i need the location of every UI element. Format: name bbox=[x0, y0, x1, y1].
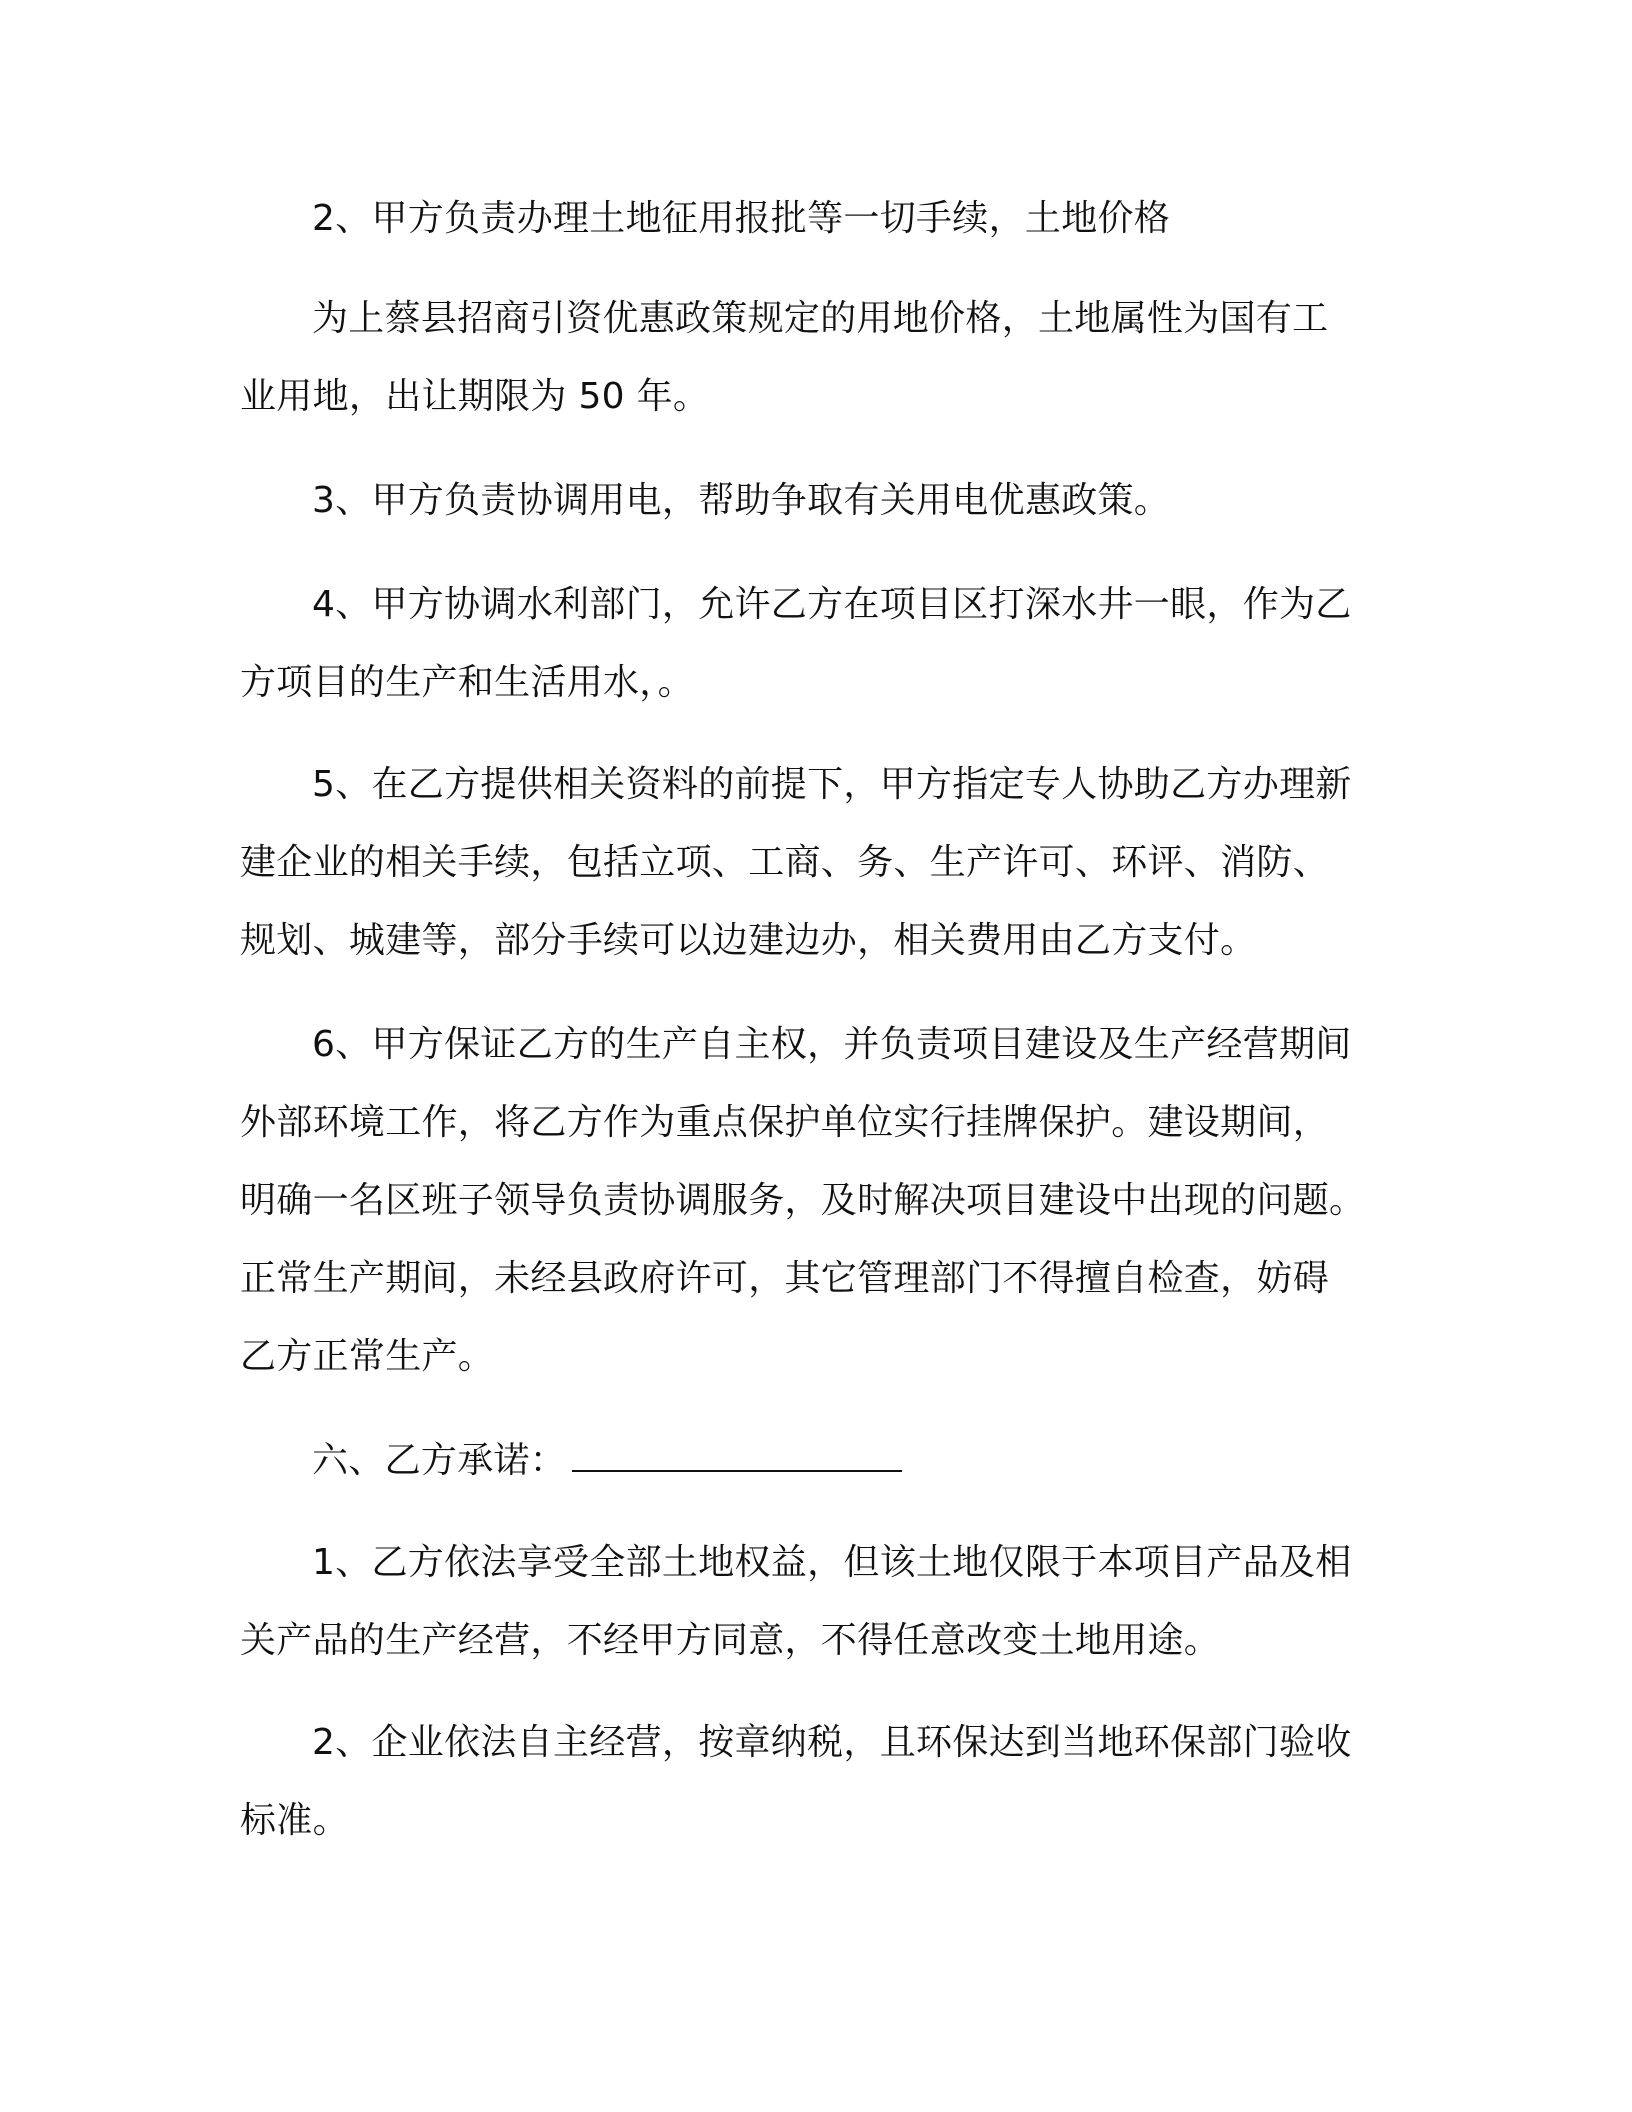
promise-2-line-2: 标准。 bbox=[240, 1800, 349, 1841]
paragraph-5-line-2: 建企业的相关手续，包括立项、工商、务、生产许可、环评、消防、 bbox=[240, 842, 1330, 883]
promise-2-line-1: 2、企业依法自主经营，按章纳税，且环保达到当地环保部门验收 bbox=[312, 1722, 1352, 1763]
promise-1-line-1: 1、乙方依法享受全部土地权益，但该土地仅限于本项目产品及相 bbox=[312, 1542, 1352, 1583]
paragraph-6-line-4: 正常生产期间，未经县政府许可，其它管理部门不得擅自检查，妨碍 bbox=[240, 1258, 1330, 1299]
fill-in-blank bbox=[572, 1436, 902, 1472]
paragraph-2-line-1: 2、甲方负责办理土地征用报批等一切手续，土地价格 bbox=[312, 198, 1171, 239]
paragraph-6-line-3: 明确一名区班子领导负责协调服务，及时解决项目建设中出现的问题。 bbox=[240, 1180, 1366, 1221]
paragraph-6-line-2: 外部环境工作，将乙方作为重点保护单位实行挂牌保护。建设期间， bbox=[240, 1102, 1330, 1143]
paragraph-6-line-5: 乙方正常生产。 bbox=[240, 1336, 495, 1377]
paragraph-6-line-1: 6、甲方保证乙方的生产自主权，并负责项目建设及生产经营期间 bbox=[312, 1024, 1352, 1065]
paragraph-4-line-1: 4、甲方协调水利部门，允许乙方在项目区打深水井一眼，作为乙 bbox=[312, 584, 1352, 625]
paragraph-2b-line-2: 业用地，出让期限为 50 年。 bbox=[240, 376, 710, 417]
paragraph-5-line-1: 5、在乙方提供相关资料的前提下，甲方指定专人协助乙方办理新 bbox=[312, 764, 1352, 805]
paragraph-4-line-2: 方项目的生产和生活用水，。 bbox=[240, 662, 694, 703]
paragraph-2b-line-1: 为上蔡县招商引资优惠政策规定的用地价格，土地属性为国有工 bbox=[312, 298, 1329, 339]
section-heading-party-b bbox=[312, 1436, 902, 1484]
paragraph-5-line-3: 规划、城建等，部分手续可以边建边办，相关费用由乙方支付。 bbox=[240, 920, 1257, 961]
paragraph-3-line-1: 3、甲方负责协调用电，帮助争取有关用电优惠政策。 bbox=[312, 480, 1171, 521]
promise-1-line-2: 关产品的生产经营，不经甲方同意，不得任意改变土地用途。 bbox=[240, 1620, 1221, 1661]
section-heading-label: 六、乙方承诺： bbox=[312, 1440, 567, 1481]
